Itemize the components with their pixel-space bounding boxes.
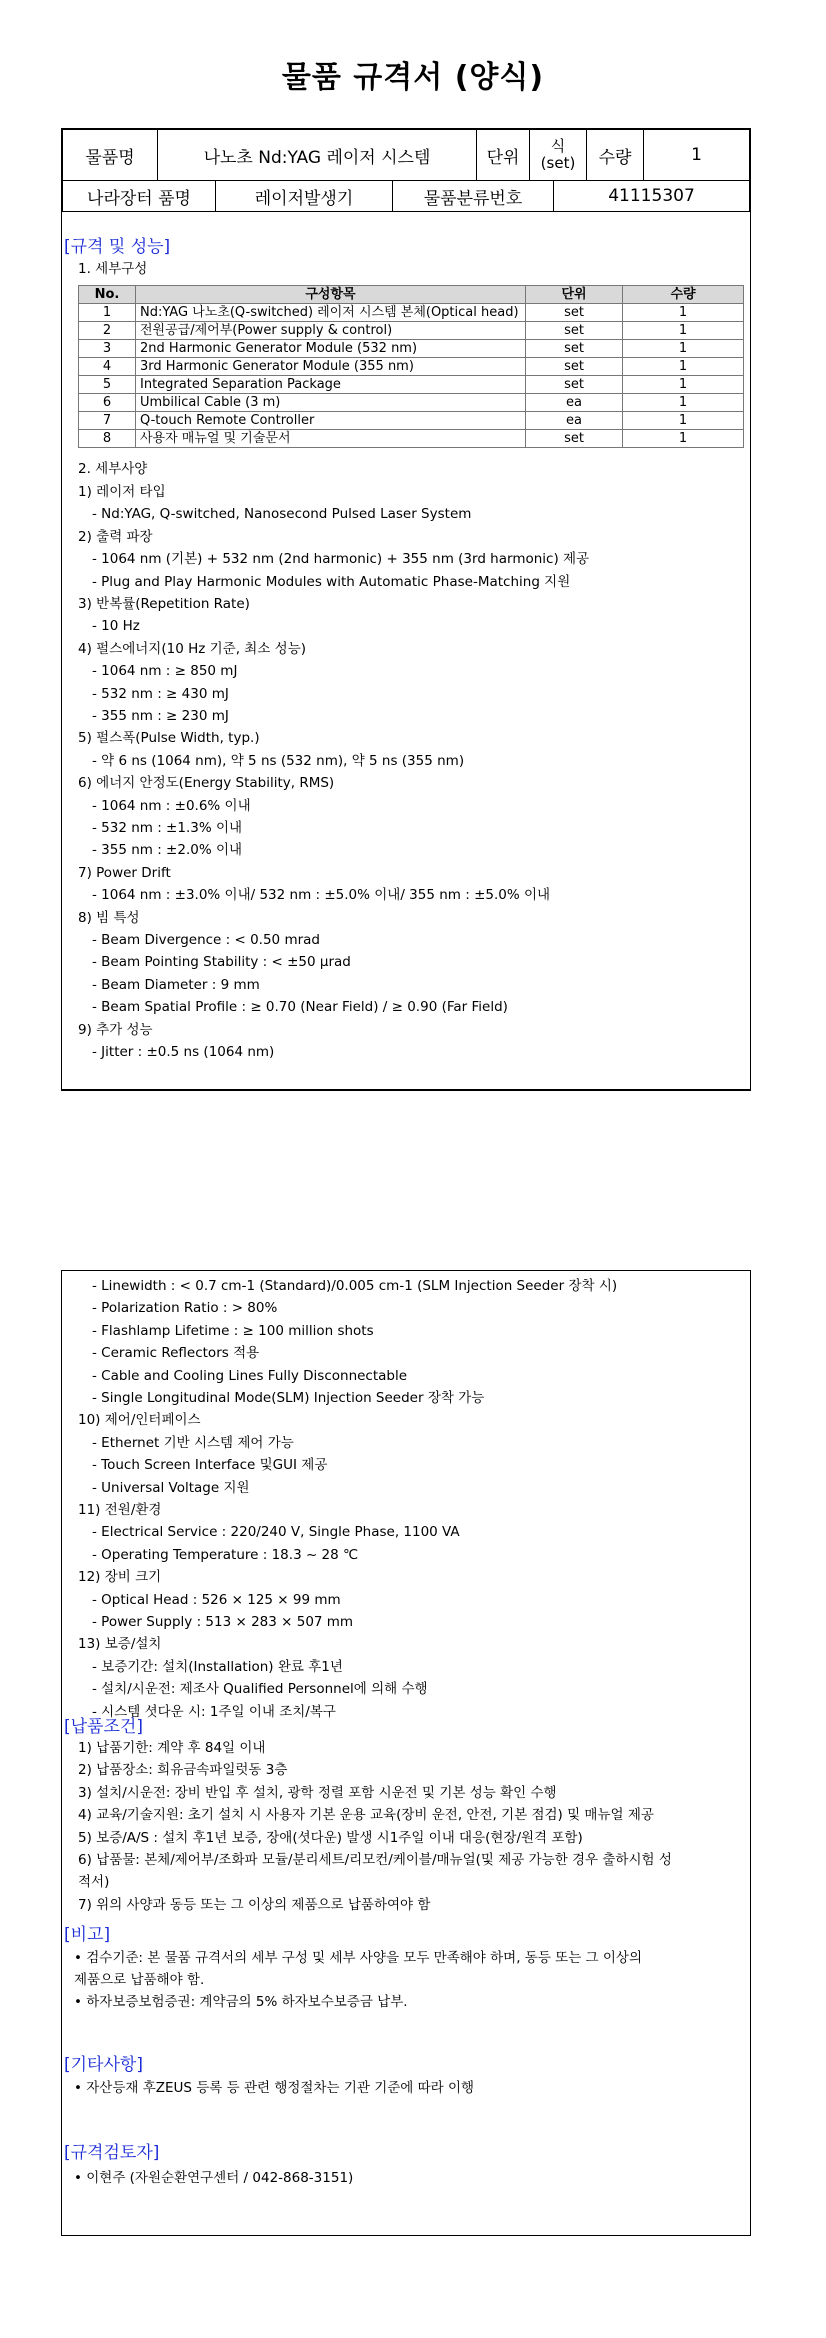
spec-value-line: - Nd:YAG, Q-switched, Nanosecond Pulsed Laser System: [92, 506, 472, 523]
row-unit: ea: [526, 412, 623, 430]
delivery-line: 5) 보증/A/S : 설치 후1년 보증, 장애(셧다운) 발생 시1주일 이내 대응(현장/원격 포함): [78, 1829, 583, 1846]
spec-value-line: - 시스템 셧다운 시: 1주일 이내 조치/복구: [92, 1703, 336, 1720]
delivery-line: 1) 납품기한: 계약 후 84일 이내: [78, 1740, 266, 1756]
row-qty: 1: [623, 304, 744, 322]
row-item: Nd:YAG 나노초(Q-switched) 레이저 시스템 본체(Optical head): [136, 304, 526, 322]
row-qty: 1: [623, 322, 744, 340]
row-unit: ea: [526, 394, 623, 412]
spec-heading-line: 8) 빔 특성: [78, 909, 140, 926]
row-qty: 1: [623, 430, 744, 448]
details-title: 2. 세부사양: [78, 461, 148, 477]
spec-heading-line: 12) 장비 크기: [78, 1569, 162, 1586]
remark-line: • 검수기준: 본 물품 규격서의 세부 구성 및 세부 사양을 모두 만족해야 하며, 동등 또는 그 이상의: [74, 1950, 642, 1966]
row-qty: 1: [623, 412, 744, 430]
row-unit: set: [526, 430, 623, 448]
row-item: 3rd Harmonic Generator Module (355 nm): [136, 358, 526, 376]
item-name-label: 물품명: [63, 130, 158, 181]
spec-value-line: - 532 nm : ±1.3% 이내: [92, 820, 243, 836]
header-table-row2: [62, 180, 750, 212]
other-line: • 자산등재 후ZEUS 등록 등 관련 행정절차는 기관 기준에 따라 이행: [74, 2080, 475, 2096]
unit-value: [530, 130, 587, 181]
header-table-wrap: [62, 129, 750, 212]
qty-value: 1: [644, 130, 750, 181]
class-label: 물품분류번호: [393, 181, 554, 212]
delivery-line: 적서): [78, 1874, 110, 1891]
row-no: 4: [79, 358, 136, 376]
row-no: 7: [79, 412, 136, 430]
row-unit: set: [526, 376, 623, 394]
delivery-section-title: [납품조건]: [64, 1717, 143, 1737]
row-no: 5: [79, 376, 136, 394]
other-section-title: [기타사항]: [64, 2055, 143, 2075]
spec-value-line: - Touch Screen Interface 및GUI 제공: [92, 1457, 328, 1474]
spec-value-line: - Ceramic Reflectors 적용: [92, 1345, 260, 1362]
spec-value-line: - 보증기간: 설치(Installation) 완료 후1년: [92, 1658, 343, 1675]
table-row: [79, 394, 744, 412]
row-item: 전원공급/제어부(Power supply & control): [136, 322, 526, 340]
delivery-line: 7) 위의 사양과 동등 또는 그 이상의 제품으로 납품하여야 함: [78, 1896, 431, 1913]
spec-value-line: - 10 Hz: [92, 618, 140, 635]
unit-label: 단위: [477, 130, 530, 181]
spec-heading-line: 9) 추가 성능: [78, 1021, 153, 1038]
table-row: [79, 430, 744, 448]
col-no: No.: [79, 286, 136, 304]
unit-value-line2: (set): [540, 154, 576, 172]
spec-box-page1: [61, 128, 751, 1091]
spec-value-line: - Jitter : ±0.5 ns (1064 nm): [92, 1044, 275, 1060]
spec-value-line: - Universal Voltage 지원: [92, 1479, 250, 1496]
spec-value-line: - Linewidth : < 0.7 cm-1 (Standard)/0.005 cm-1 (SLM Injection Seeder 장착 시): [92, 1278, 618, 1294]
spec-heading-line: 3) 반복률(Repetition Rate): [78, 596, 250, 612]
row-no: 3: [79, 340, 136, 358]
spec-value-line: - 1064 nm (기본) + 532 nm (2nd harmonic) + 355 nm (3rd harmonic) 제공: [92, 551, 590, 568]
spec-value-line: - Power Supply : 513 × 283 × 507 mm: [92, 1614, 354, 1630]
row-no: 2: [79, 322, 136, 340]
col-unit: 단위: [526, 286, 623, 304]
col-qty: 수량: [623, 286, 744, 304]
spec-heading-line: 10) 제어/인터페이스: [78, 1412, 201, 1429]
g2b-value: 레이저발생기: [216, 181, 393, 212]
reviewer-section-title: [규격검토자]: [64, 2143, 160, 2163]
qty-label: 수량: [587, 130, 644, 181]
composition-title: 1. 세부구성: [78, 261, 148, 277]
row-qty: 1: [623, 340, 744, 358]
spec-value-line: - 1064 nm : ≥ 850 mJ: [92, 663, 238, 680]
delivery-line: 3) 설치/시운전: 장비 반입 후 설치, 광학 정렬 포함 시운전 및 기본 성능 확인 수행: [78, 1784, 557, 1801]
remark-line: 제품으로 납품해야 함.: [74, 1972, 205, 1988]
spec-heading-line: 2) 출력 파장: [78, 528, 153, 545]
spec-value-line: - Optical Head : 526 × 125 × 99 mm: [92, 1591, 341, 1608]
spec-value-line: - 532 nm : ≥ 430 mJ: [92, 685, 229, 702]
spec-heading-line: 4) 펄스에너지(10 Hz 기준, 최소 성능): [78, 640, 307, 657]
col-item: 구성항목: [136, 286, 526, 304]
row-no: 1: [79, 304, 136, 322]
spec-value-line: - Beam Diameter : 9 mm: [92, 976, 260, 993]
row-unit: set: [526, 304, 623, 322]
spec-section-title: [규격 및 성능]: [64, 237, 171, 257]
delivery-line: 4) 교육/기술지원: 초기 설치 시 사용자 기본 운용 교육(장비 운전, 안전, 기본 점검) 및 매뉴얼 제공: [78, 1807, 654, 1824]
delivery-line: 6) 납품물: 본체/제어부/조화파 모듈/분리세트/리모컨/케이블/매뉴얼(및 제공 가능한 경우 출하시험 성: [78, 1852, 672, 1868]
row-qty: 1: [623, 376, 744, 394]
row-unit: set: [526, 322, 623, 340]
spec-value-line: - 약 6 ns (1064 nm), 약 5 ns (532 nm), 약 5 ns (355 nm): [92, 752, 465, 769]
delivery-line: 2) 납품장소: 희유금속파일럿동 3층: [78, 1762, 288, 1779]
spec-heading-line: 6) 에너지 안정도(Energy Stability, RMS): [78, 775, 335, 792]
row-item: Integrated Separation Package: [136, 376, 526, 394]
table-row: [79, 304, 744, 322]
class-value: 41115307: [554, 181, 750, 212]
row-qty: 1: [623, 358, 744, 376]
composition-header-row: [79, 286, 744, 304]
reviewer-line: • 이현주 (자원순환연구센터 / 042-868-3151): [74, 2170, 354, 2186]
row-item: 2nd Harmonic Generator Module (532 nm): [136, 340, 526, 358]
table-row: [79, 340, 744, 358]
spec-heading-line: 1) 레이저 타입: [78, 484, 166, 500]
page-title: 물품 규격서 (양식): [281, 60, 545, 95]
row-unit: set: [526, 340, 623, 358]
row-item: Umbilical Cable (3 m): [136, 394, 526, 412]
remarks-section-title: [비고]: [64, 1925, 111, 1945]
row-no: 6: [79, 394, 136, 412]
spec-value-line: - 355 nm : ±2.0% 이내: [92, 842, 243, 859]
spec-value-line: - Ethernet 기반 시스템 제어 가능: [92, 1434, 294, 1451]
spec-value-line: - Cable and Cooling Lines Fully Disconnectable: [92, 1367, 408, 1384]
spec-value-line: - Single Longitudinal Mode(SLM) Injection Seeder 장착 가능: [92, 1390, 485, 1406]
spec-value-line: - Beam Divergence : < 0.50 mrad: [92, 932, 320, 948]
table-row: [79, 358, 744, 376]
spec-value-line: - Flashlamp Lifetime : ≥ 100 million shots: [92, 1322, 374, 1339]
row-item: 사용자 매뉴얼 및 기술문서: [136, 430, 526, 448]
row-no: 8: [79, 430, 136, 448]
row-qty: 1: [623, 394, 744, 412]
spec-heading-line: 7) Power Drift: [78, 864, 171, 881]
table-row: [79, 412, 744, 430]
spec-value-line: - 설치/시운전: 제조사 Qualified Personnel에 의해 수행: [92, 1681, 428, 1698]
spec-value-line: - Electrical Service : 220/240 V, Single Phase, 1100 VA: [92, 1524, 460, 1541]
spec-heading-line: 11) 전원/환경: [78, 1502, 162, 1518]
unit-value-line1: 식: [550, 137, 566, 155]
spec-value-line: - 355 nm : ≥ 230 mJ: [92, 708, 229, 724]
table-row: [79, 376, 744, 394]
header-table: [62, 129, 750, 181]
composition-table: [78, 285, 744, 448]
spec-value-line: - Beam Spatial Profile : ≥ 0.70 (Near Field) / ≥ 0.90 (Far Field): [92, 999, 508, 1016]
row-unit: set: [526, 358, 623, 376]
spec-value-line: - 1064 nm : ±0.6% 이내: [92, 797, 251, 814]
remark-line: • 하자보증보험증권: 계약금의 5% 하자보수보증금 납부.: [74, 1994, 408, 2010]
spec-value-line: - Polarization Ratio : > 80%: [92, 1300, 278, 1317]
item-name-value: 나노초 Nd:YAG 레이저 시스템: [158, 130, 477, 181]
spec-value-line: - Operating Temperature : 18.3 ~ 28 ℃: [92, 1546, 359, 1563]
spec-heading-line: 5) 펄스폭(Pulse Width, typ.): [78, 730, 260, 747]
row-item: Q-touch Remote Controller: [136, 412, 526, 430]
spec-value-line: - 1064 nm : ±3.0% 이내/ 532 nm : ±5.0% 이내/ 355 nm : ±5.0% 이내: [92, 887, 551, 904]
spec-box-page2: [61, 1270, 751, 2236]
spec-value-line: - Beam Pointing Stability : < ±50 μrad: [92, 954, 351, 971]
table-row: [79, 322, 744, 340]
spec-value-line: - Plug and Play Harmonic Modules with Automatic Phase-Matching 지원: [92, 573, 571, 590]
g2b-label: 나라장터 품명: [63, 181, 216, 212]
spec-heading-line: 13) 보증/설치: [78, 1636, 162, 1653]
